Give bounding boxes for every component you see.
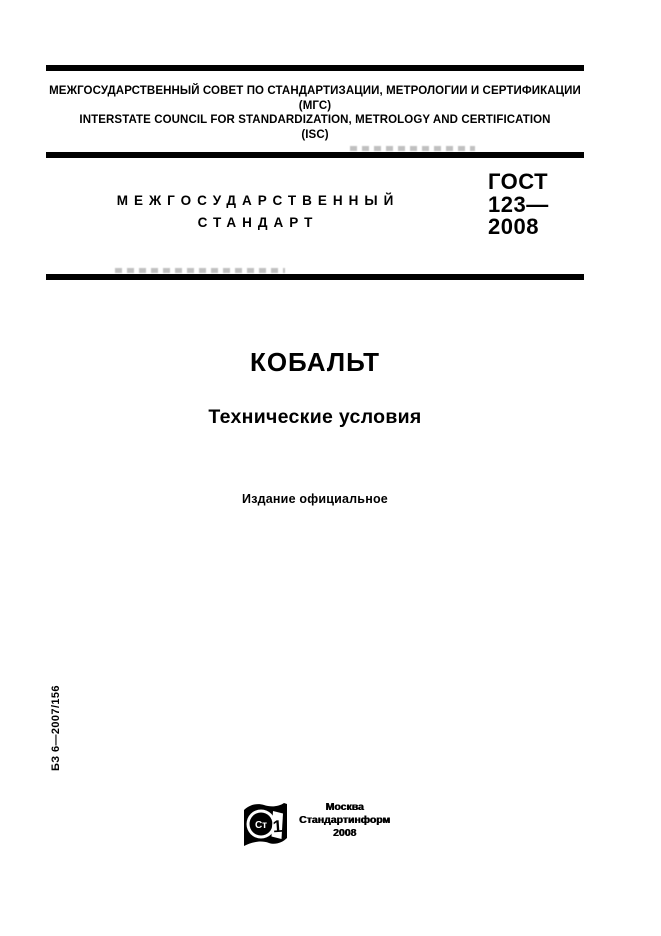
designation-line2: 123— [488, 191, 549, 217]
edition-note: Издание официальное [242, 492, 388, 506]
top-rule [46, 65, 584, 71]
standard-type-line1: МЕЖГОСУДАРСТВЕННЫЙ [116, 193, 400, 208]
print-artifact [115, 268, 285, 273]
imprint-text [282, 801, 407, 840]
standard-subtitle: Технические условия [208, 406, 422, 428]
council-abbr-ru: (МГС) [298, 99, 332, 112]
imprint-publisher: Стандартинформ [298, 814, 391, 826]
designation-line1: ГОСТ [488, 169, 549, 194]
logo-digit: 1 [272, 816, 283, 837]
council-abbr-en: (ISC) [301, 128, 329, 141]
council-name-en: INTERSTATE COUNCIL FOR STANDARDIZATION, METROLOGY AND CERTIFICATION [79, 114, 551, 126]
standard-type-label [46, 190, 470, 234]
council-header [46, 84, 584, 142]
print-artifact [350, 146, 475, 151]
band-bottom-rule [46, 274, 584, 280]
imprint-city: Москва [325, 801, 364, 813]
side-code: БЗ 6—2007/156 [50, 685, 62, 771]
band-top-rule [46, 152, 584, 158]
logo-circle-text: Ст [254, 820, 268, 831]
imprint-year: 2008 [332, 827, 357, 839]
designation-line3: 2008 [488, 214, 539, 239]
council-name-ru: МЕЖГОСУДАРСТВЕННЫЙ СОВЕТ ПО СТАНДАРТИЗАЦИИ, МЕТРОЛОГИИ И СЕРТИФИКАЦИИ [49, 85, 581, 97]
standard-designation [488, 171, 598, 239]
standard-type-line2: СТАНДАРТ [197, 215, 319, 230]
standard-title: КОБАЛЬТ [249, 347, 381, 377]
